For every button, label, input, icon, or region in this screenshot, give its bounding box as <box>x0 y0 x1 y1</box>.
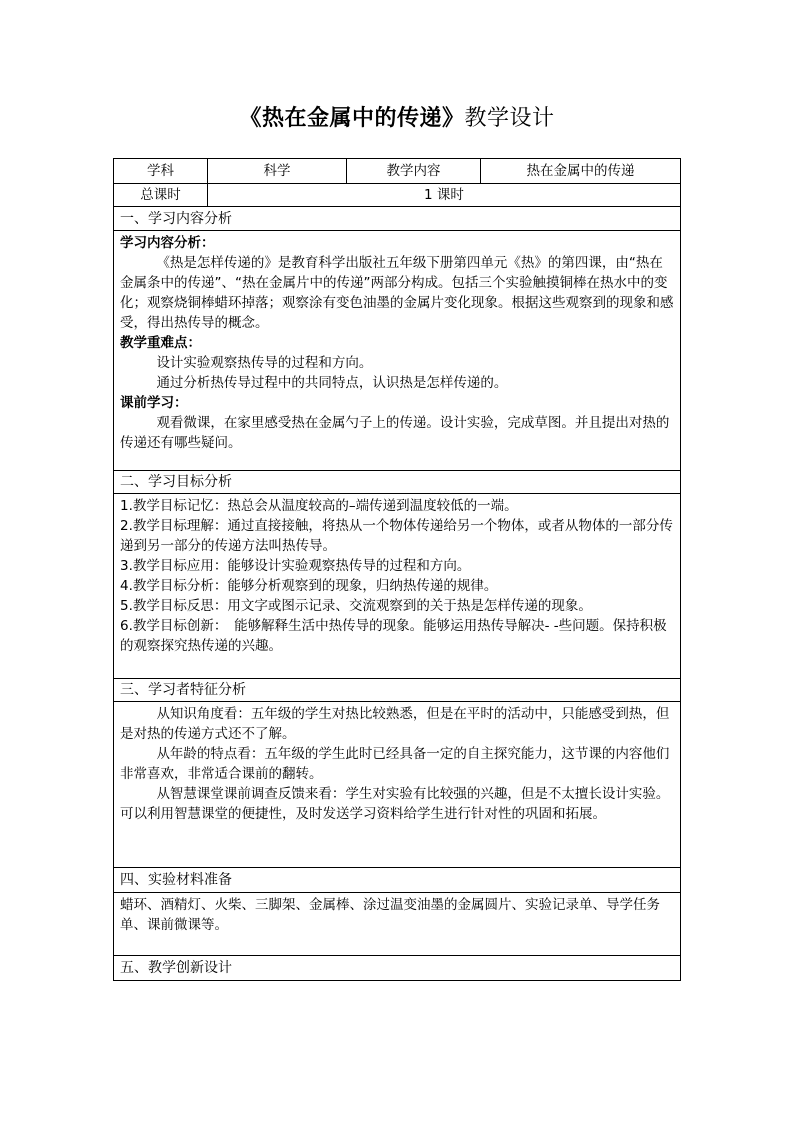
goal-item: 1.教学目标记忆：热总会从温度较高的–端传递到温度较低的一端。 <box>120 498 518 514</box>
content-label: 教学内容 <box>386 163 441 179</box>
section-2-heading-cell <box>113 470 681 494</box>
goal-item: 4.教学目标分析：能够分析观察到的现象，归纳热传递的规律。 <box>120 578 498 594</box>
content-value: 热在金属中的传递 <box>526 163 635 179</box>
goal-item: 5.教学目标反思：用文字或图示记录、交流观察到的关于热是怎样传递的现象。 <box>120 598 592 614</box>
section-4-heading: 四、实验材料准备 <box>120 872 232 888</box>
section-5-heading: 五、教学创新设计 <box>120 960 232 976</box>
preclass-subheading: 课前学习： <box>120 395 188 411</box>
analysis-paragraph: 《热是怎样传递的》是教育科学出版社五年级下册第四单元《热》的第四课，由“热在金属条中的传递”、“热在金属片中的传递”两部分构成。包括三个实验触摸铜棒在热水中的变化；观察烧铜棒蜡环掉落；观察涂有变色油墨的金属片变化现象。根据这些观察到的现象和感受，得出热传导的概念。 <box>120 255 674 331</box>
section-1-body <box>113 230 681 471</box>
section-4-heading-cell <box>113 867 681 893</box>
goal-item: 3.教学目标应用：能够设计实验观察热传导的过程和方向。 <box>120 558 471 574</box>
document-title <box>0 100 794 138</box>
subject-label: 学科 <box>147 163 174 179</box>
hours-value-cell <box>207 183 681 207</box>
learner-paragraph: 从智慧课堂课前调查反馈来看：学生对实验有比较强的兴趣，但是不太擅长设计实验。可以利用智慧课堂的便捷性，及时发送学习资料给学生进行针对性的巩固和拓展。 <box>120 786 670 822</box>
subject-value: 科学 <box>263 163 291 179</box>
section-3-heading: 三、学习者特征分析 <box>120 682 246 698</box>
keypoints-subheading: 教学重难点： <box>120 335 201 351</box>
section-3-heading-cell <box>113 678 681 702</box>
hours-label: 总课时 <box>140 187 181 203</box>
section-2-body <box>113 493 681 679</box>
content-value-cell <box>480 158 681 184</box>
section-4-body <box>113 892 681 956</box>
hours-label-cell <box>113 183 208 207</box>
keypoint-item: 设计实验观察热传导的过程和方向。 <box>156 355 373 371</box>
keypoint-item: 通过分析热传导过程中的共同特点，认识热是怎样传递的。 <box>156 375 508 391</box>
learner-paragraph: 从年龄的特点看：五年级的学生此时已经具备一定的自主探究能力，这节课的内容他们非常喜欢，非常适合课前的翻转。 <box>120 746 670 782</box>
subject-label-cell <box>113 158 208 184</box>
section-3-body <box>113 701 681 868</box>
preclass-paragraph: 观看微课，在家里感受热在金属勺子上的传递。设计实验，完成草图。并且提出对热的传递还有哪些疑问。 <box>120 415 670 451</box>
subject-value-cell <box>207 158 347 184</box>
analysis-subheading: 学习内容分析： <box>120 235 215 251</box>
goal-item: 2.教学目标理解：通过直接接触，将热从一个物体传递给另一个物体，或者从物体的一部分传递到另一部分的传递方法叫热传导。 <box>120 518 673 554</box>
materials-paragraph: 蜡环、酒精灯、火柴、三脚架、金属棒、涂过温变油墨的金属圆片、实验记录单、导学任务单、课前微课等。 <box>120 897 660 933</box>
document-title-suffix: 教学设计 <box>464 106 555 131</box>
goal-item: 6.教学目标创新： 能够解释生活中热传导的现象。能够运用热传导解决- -些问题。保持积极的观察探究热传递的兴趣。 <box>120 618 667 654</box>
document-title-main: 《热在金属中的传递》 <box>239 106 465 131</box>
section-5-heading-cell <box>113 955 681 981</box>
section-2-heading: 二、学习目标分析 <box>120 474 232 490</box>
section-1-heading-cell <box>113 206 681 231</box>
section-1-heading: 一、学习内容分析 <box>120 210 232 227</box>
hours-value: 1 课时 <box>424 187 464 203</box>
learner-paragraph: 从知识角度看：五年级的学生对热比较熟悉，但是在平时的活动中，只能感受到热，但是对热的传递方式还不了解。 <box>120 706 670 742</box>
content-label-cell <box>346 158 481 184</box>
